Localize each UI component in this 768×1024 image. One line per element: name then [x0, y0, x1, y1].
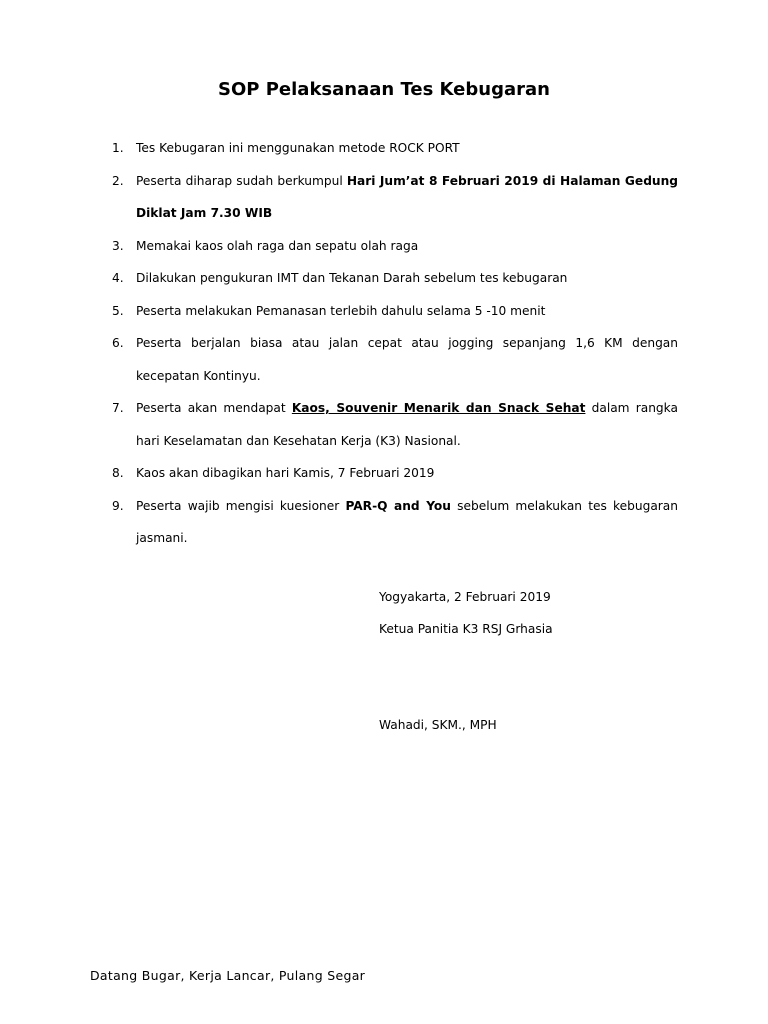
item-text-continued: sebelum melakukan tes kebugaran jasmani. — [136, 498, 678, 545]
item-text: Memakai kaos olah raga dan sepatu olah raga — [136, 238, 419, 253]
item-number: 5. — [112, 303, 124, 318]
item-text-underlined: Kaos, Souvenir Menarik dan Snack Sehat — [291, 401, 586, 415]
item-number: 8. — [112, 466, 124, 480]
item-number: 4. — [112, 271, 124, 285]
item-text: Kaos akan dibagikan hari Kamis, 7 Februari 2019 — [136, 466, 435, 480]
item-number: 9. — [112, 498, 124, 513]
list-item-9 — [108, 490, 678, 555]
item-text: Peserta wajib mengisi kuesioner — [136, 498, 346, 513]
signature-name: Wahadi, SKM., MPH — [379, 718, 497, 732]
item-number: 2. — [112, 173, 124, 188]
item-text: Dilakukan pengukuran IMT dan Tekanan Darah sebelum tes kebugaran — [136, 271, 568, 285]
item-number: 7. — [112, 401, 124, 415]
item-text: Peserta akan mendapat — [136, 401, 292, 415]
item-text: Peserta melakukan Pemanasan terlebih dahulu selama 5 -10 menit — [136, 303, 546, 318]
list-item-8 — [108, 457, 678, 490]
list-item-3 — [108, 230, 678, 263]
list-item-4 — [108, 262, 678, 295]
footer-slogan: Datang Bugar, Kerja Lancar, Pulang Segar — [90, 968, 366, 983]
item-number: 1. — [112, 141, 124, 155]
item-text-bold: Hari Jum’at 8 Februari 2019 di Halaman Gedung Diklat Jam 7.30 WIB — [136, 173, 678, 220]
signature-place-date: Yogyakarta, 2 Februari 2019 — [379, 590, 551, 604]
list-item-6 — [108, 327, 678, 392]
signature-position: Ketua Panitia K3 RSJ Grhasia — [379, 622, 553, 636]
item-text-continued: dalam rangka hari Keselamatan dan Kesehatan Kerja (K3) Nasional. — [136, 401, 678, 448]
item-text: Peserta diharap sudah berkumpul — [136, 173, 347, 188]
document-title: SOP Pelaksanaan Tes Kebugaran — [218, 79, 550, 100]
list-item-5 — [108, 295, 678, 328]
item-number: 6. — [112, 336, 124, 350]
item-number: 3. — [112, 238, 124, 253]
sop-list — [108, 132, 678, 555]
item-text: Peserta berjalan biasa atau jalan cepat atau jogging sepanjang 1,6 KM dengan kecepatan Kontinyu. — [136, 336, 678, 383]
item-text-bold: PAR-Q and You — [345, 498, 451, 513]
list-item-1 — [108, 132, 678, 165]
list-item-7 — [108, 392, 678, 457]
list-item-2 — [108, 165, 678, 230]
item-text: Tes Kebugaran ini menggunakan metode ROCK PORT — [136, 141, 460, 155]
